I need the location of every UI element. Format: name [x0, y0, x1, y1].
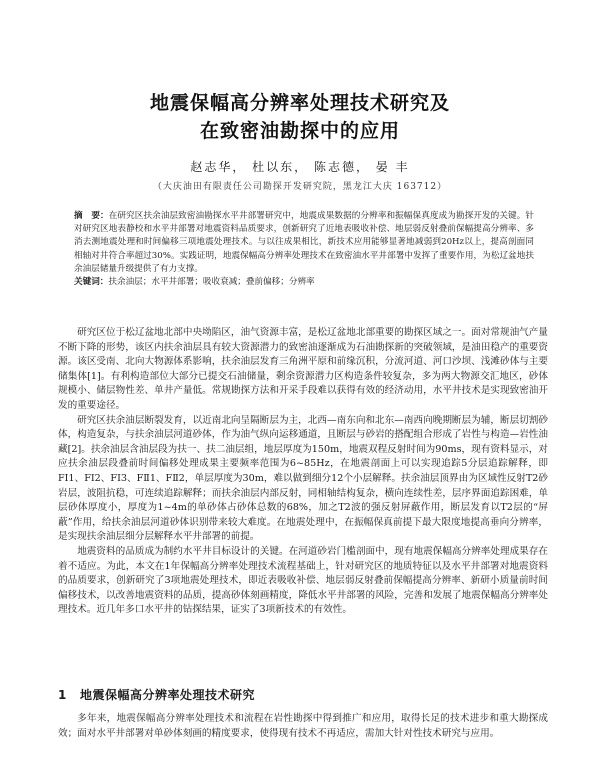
paper-title-line1: 地震保幅高分辨率处理技术研究及	[149, 92, 450, 114]
section-body	[58, 712, 548, 741]
body-paragraph-3: 地震资料的品质成为制约水平井目标设计的关键。在河道砂岩门槛剖面中，现有地震保幅高分辨率处理成果存在着不适应。为此，本文在1年保幅高分辨率处理技术流程基础上，针对研究区的地质特征以及水平井部署对地震资料的品质要求，创新研究了3项地震处理技术，即近表吸收补偿、地层弱反射叠前保幅提高分辨率、新研小质量前时间偏移技术，以改善地震资料的品质，提高砂体刻画精度，降低水平井部署的风险，完善和发展了地震保幅高分辨率处理技术。近几年多口水平井的钻探结果，证实了3项新技术的有效性。	[58, 545, 548, 616]
section-paragraph-1: 多年来，地震保幅高分辨率处理技术和流程在岩性勘探中得到推广和应用，取得长足的技术进步和重大勘探成效；面对水平井部署对单砂体刻画的精度要求，使得现有技术不再适应，需加大针对性技术研究与应用。	[58, 713, 548, 739]
abstract-label: 摘 要：	[74, 211, 109, 221]
section-heading	[58, 686, 548, 703]
keywords-label: 关键词：	[74, 277, 109, 288]
abstract-paragraph	[74, 210, 534, 276]
affiliation: （大庆油田有限责任公司勘探开发研究院，黑龙江大庆 163712）	[152, 182, 448, 192]
paper-title-line2: 在致密油勘探中的应用	[199, 120, 400, 142]
section-number: 1	[58, 688, 67, 702]
keywords-paragraph	[74, 276, 534, 289]
body-paragraph-1: 研究区位于松辽盆地北部中央坳陷区，油气资源丰富，是松辽盆地北部重要的勘探区域之一。面对常规油气产量不断下降的形势，该区内扶余油层具有较大资源潜力的致密油逐渐成为石油勘探新的突破领域，是油田稳产的重要资源。该区受南、北向大物源体系影响，扶余油层发育三角洲平原和前缘沉积，分流河道、河口沙坝、浅滩砂体与主要储集体[1]。有利构造部位大部分已提交石油储量，剩余资源潜力区构造条件较复杂，多为两大物源交汇地区，砂体规模小、储层物性差、单井产量低。常规勘探方法和开采手段难以获得有效的经济动用，水平井技术是实现致密油开发的重要途径。	[58, 327, 548, 411]
body-text	[58, 326, 548, 618]
authors: 赵志华， 杜以东， 陈志德， 晏 丰	[190, 160, 410, 174]
abstract	[74, 210, 534, 289]
keywords-text: 扶余油层；水平井部署；吸收衰减；叠前偏移；分辨率	[108, 277, 315, 288]
abstract-text: 在研究区扶余油层致密油勘探水平井部署研究中，地震成果数据的分辨率和振幅保真度成为勘探开发的关键。针对研究区地表静校和水平井部署对地震资料品质要求，创新研究了近地表吸收补偿、地层弱反射叠前保幅提高分辨率、多消去测地震处理和时间偏移三项地震处理技术。与以往成果相比，新技术应用能够显著地减弱到20Hz以上，提高剖面同相轴对井符合率超过30%。实践证明，地震保幅高分辨率处理技术在致密油水平井部署中发挥了重要作用，为松辽盆地扶余油层储量升级提供了有力支撑。	[74, 211, 534, 274]
body-paragraph-2: 研究区扶余油层断裂发育，以近南北向呈隔断层为主，北西—南东向和北东—南西向晚期断层为辅，断层切割砂体，构造复杂，与扶余油层河道砂体，作为油气纵向运移通道，且断层与砂岩的搭配组合形成了岩性与构造—岩性油藏[2]。扶余油层含油层段为扶一、扶二油层组，地层厚度为150m，地震双程反射时间为90ms，现有资料显示，对应扶余油层段叠前时间偏移处理成果主要频率范围为6~85Hz，在地震剖面上可以实现追踪5分层追踪解释，即FⅠ1、FⅠ2、FⅠ3、FⅡ1、FⅡ2，单层厚度为30m，难以做到细分12个小层解释。扶余油层顶界由为区域性反射T2砂岩层，波阻抗稳，可连续追踪解释；而扶余油层内部反射，同相轴结构复杂，横向连续性差，层序界面追踪困难，单层砂体厚度小，厚度为1~4m的单砂体占砂体总数的68%，加之T2波的强反射屏蔽作用，断层发育以T2层的“屏蔽”作用，给扶余油层河道砂体识别带来较大难度。在地震处理中，在振幅保真前提下最大限度地提高垂向分辨率，是实现扶余油层细分层解释水平井部署的前提。	[58, 414, 548, 543]
section-title: 地震保幅高分辨率处理技术研究	[80, 688, 256, 702]
